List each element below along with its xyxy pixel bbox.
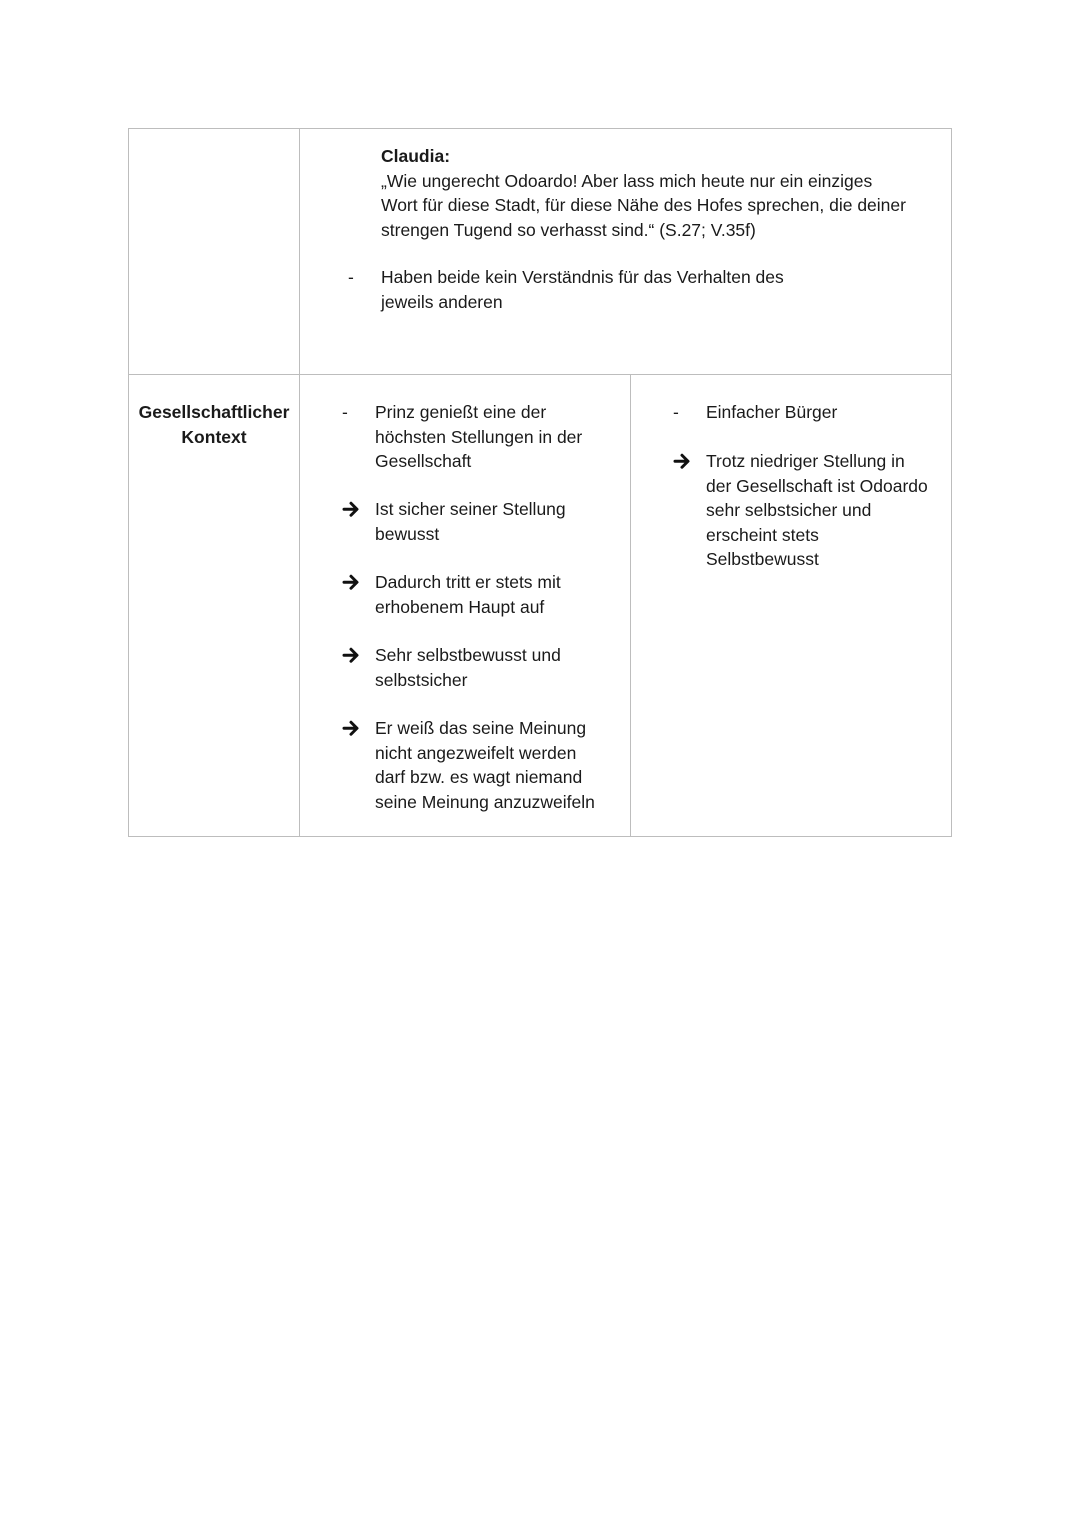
arrow-right-icon — [342, 643, 362, 668]
arrow-line: bewusst — [375, 523, 440, 544]
row1-content-cell — [300, 129, 951, 374]
arrow-line: nicht angezweifelt werden — [375, 742, 577, 763]
arrow-right-icon — [342, 570, 362, 595]
dash-bullet: - — [673, 402, 679, 422]
bullet-line: Prinz genießt eine der — [375, 402, 547, 422]
row2-odoardo-cell — [631, 375, 951, 836]
arrow-line: Trotz niedriger Stellung in — [706, 451, 905, 471]
bullet-line: jeweils anderen — [381, 291, 503, 312]
dash-bullet: - — [342, 402, 348, 422]
quote-line: Wort für diese Stadt, für diese Nähe des Hofes sprechen, die deiner — [381, 195, 906, 215]
arrow-line: Dadurch tritt er stets mit — [375, 572, 561, 592]
analysis-table — [128, 128, 952, 837]
arrow-right-icon — [673, 449, 693, 474]
bullet-line: Gesellschaft — [375, 451, 472, 471]
arrow-line: sehr selbstsicher und — [706, 500, 872, 520]
row2-prinz-cell — [300, 375, 630, 836]
arrow-line: Ist sicher seiner Stellung — [375, 499, 566, 519]
arrow-line: erscheint stets — [706, 524, 819, 545]
quote-line: strengen Tugend so verhasst sind.“ (S.27; V.35f) — [381, 219, 756, 240]
arrow-right-icon — [342, 716, 362, 741]
arrow-line: erhobenem Haupt auf — [375, 596, 545, 617]
bullet-line: Haben beide kein Verständnis für das Verhalten des — [381, 267, 784, 287]
arrow-line: seine Meinung anzuzweifeln — [375, 791, 595, 812]
arrow-line: der Gesellschaft ist Odoardo — [706, 475, 928, 496]
row-heading-line: Gesellschaftlicher — [138, 402, 290, 422]
dash-bullet: - — [348, 267, 354, 287]
arrow-line: Selbstbewusst — [706, 549, 819, 569]
quote-line: „Wie ungerecht Odoardo! Aber lass mich heute nur ein einziges — [381, 170, 873, 191]
bullet-line: Einfacher Bürger — [706, 402, 838, 422]
bullet-line: höchsten Stellungen in der — [375, 426, 583, 447]
arrow-line: Sehr selbstbewusst und — [375, 645, 561, 665]
arrow-line: selbstsicher — [375, 669, 468, 690]
arrow-right-icon — [342, 497, 362, 522]
arrow-line: Er weiß das seine Meinung — [375, 718, 587, 738]
speaker-label: Claudia: — [381, 146, 451, 166]
arrow-line: darf bzw. es wagt niemand — [375, 767, 583, 787]
row2-heading-cell — [129, 375, 299, 836]
row-heading-line: Kontext — [181, 426, 247, 447]
